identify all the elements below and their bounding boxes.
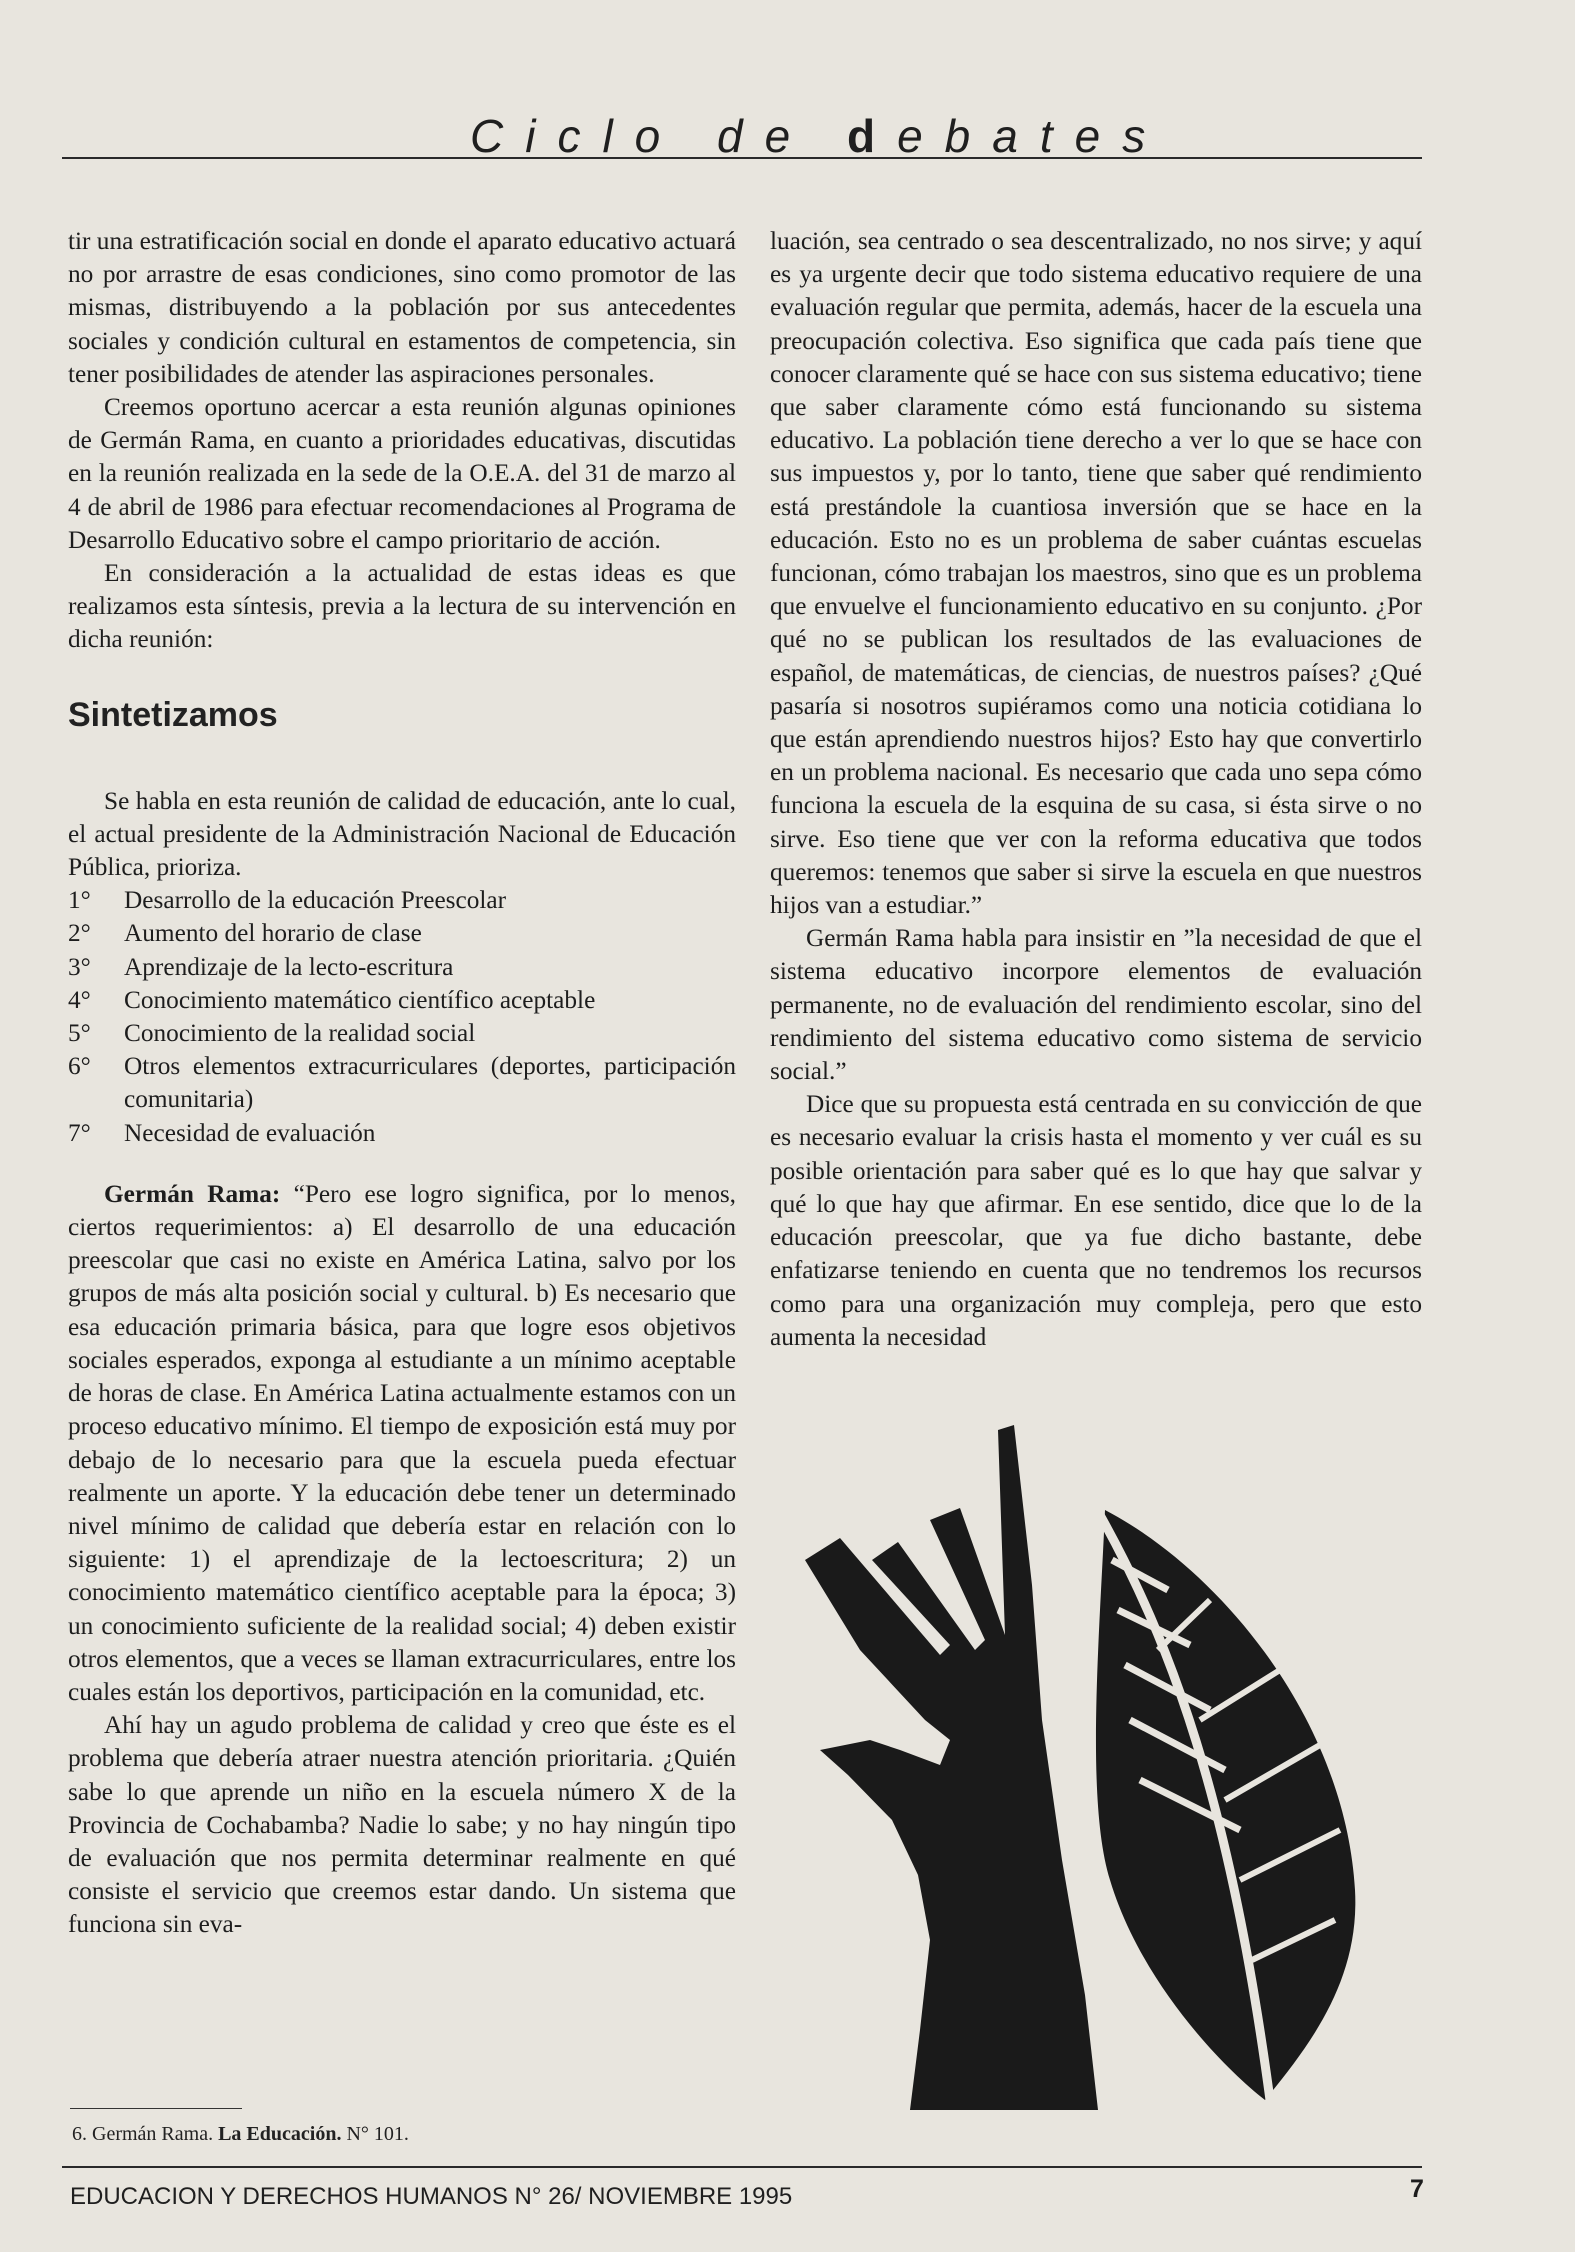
title-part-2: d	[846, 110, 898, 162]
section-title	[470, 109, 1167, 163]
list-text: Desarrollo de la educación Preescolar	[124, 886, 507, 915]
paragraph: luación, sea centrado o sea descentralizado, no nos sirve; y aquí es ya urgente decir que todo sistema educativo requiere de una evaluación regular que permita, además, hacer de la escuela una preocupación colectiva. Eso significa que cada país tiene que conocer claramente qué se hace con sus sistema educativo; tiene que saber claramente cómo está funcionando su sistema educativo. La población tiene derecho a ver lo que se hace con sus impuestos y, por lo tanto, tiene que saber qué rendimiento está prestándole la cuantiosa inversión que se hace en la educación. Esto no es un problema de saber cuántas escuelas funcionan, cómo trabajan los maestros, sino que es un problema que envuelve el funcionamiento educativo en su conjunto. ¿Por qué no se publican los resultados de las evaluaciones de español, de matemáticas, de ciencias, de nuestros países? ¿Qué pasaría si nosotros supiéramos como una noticia cotidiana lo que están aprendiendo nuestros hijos? Esto hay que convertirlo en un problema nacional. Es necesario que cada uno sepa cómo funciona la escuela de la esquina de su casa, si ésta sirve o no sirve. Eso tiene que ver con la reforma educativa que todos queremos: tenemos que saber si sirve la escuela en que nuestros hijos van a estudiar.”	[770, 227, 1422, 920]
footnote-divider	[70, 2108, 242, 2109]
list-text: Aumento del horario de clase	[124, 919, 422, 948]
paragraph: Se habla en esta reunión de calidad de educación, ante lo cual, el actual presidente de la Administración Nacional de Educación Pública, prioriza.	[68, 786, 736, 882]
paragraph: En consideración a la actualidad de estas ideas es que realizamos esta síntesis, previa a la lectura de su intervención en dicha reunión:	[68, 559, 736, 654]
footnote	[72, 2123, 409, 2146]
right-column	[770, 225, 1422, 1354]
list-number: 7°	[68, 1118, 91, 1147]
list-number: 6°	[68, 1052, 91, 1081]
list-text: Otros elementos extracurriculares (deportes, participación comunitaria)	[124, 1052, 736, 1114]
speaker-name: Germán Rama:	[104, 1179, 281, 1208]
footnote-prefix: 6. Germán Rama.	[72, 2123, 219, 2145]
list-text: Conocimiento matemático científico aceptable	[124, 985, 596, 1014]
list-number: 3°	[68, 952, 91, 981]
list-item	[68, 951, 736, 984]
list-item	[68, 917, 736, 950]
page-number: 7	[1410, 2175, 1424, 2203]
paragraph: Ahí hay un agudo problema de calidad y creo que éste es el problema que debería atraer nuestra atención prioritaria. ¿Quién sabe lo que aprende un niño en la escuela número X de la Provincia de Cochabamba? Nadie lo sabe; y no hay ningún tipo de evaluación que nos permita determinar realmente en qué consiste el servicio que creemos estar dando. Un sistema que funciona sin eva-	[68, 1711, 736, 1939]
paragraph: tir una estratificación social en donde el aparato educativo actuará no por arrastre de esas condiciones, sino como promotor de las mismas, distribuyendo a la población por sus antecedentes sociales y condición cultural en estamentos de competencia, sin tener posibilidades de atender las aspiraciones personales.	[68, 227, 736, 388]
hand-shape	[805, 1425, 1098, 2110]
footer-divider	[62, 2166, 1422, 2168]
list-number: 1°	[68, 886, 91, 915]
page-header	[62, 95, 1422, 162]
publication-footer: EDUCACION Y DERECHOS HUMANOS N° 26/ NOVIEMBRE 1995	[70, 2183, 793, 2210]
list-number: 2°	[68, 919, 91, 948]
list-number: 4°	[68, 985, 91, 1014]
list-item	[68, 884, 736, 917]
quote-paragraph	[68, 1178, 736, 1709]
paragraph: Creemos oportuno acercar a esta reunión algunas opiniones de Germán Rama, en cuanto a prioridades educativas, discutidas en la reunión realizada en la sede de la O.E.A. del 31 de marzo al 4 de abril de 1986 para efectuar recomendaciones al Programa de Desarrollo Educativo sobre el campo prioritario de acción.	[68, 393, 736, 554]
title-part-3: ebates	[897, 110, 1168, 162]
list-item	[68, 1017, 736, 1050]
list-text: Conocimiento de la realidad social	[124, 1019, 476, 1048]
paragraph: Dice que su propuesta está centrada en su convicción de que es necesario evaluar la crisis hasta el momento y ver cuál es su posible orientación para saber qué es lo que hay que salvar y qué lo que hay que afirmar. En ese sentido, dice que lo de la educación preescolar, que ya fue dicho bastante, debe enfatizarse teniendo en cuenta que no tendremos los recursos como para una organización muy compleja, pero que esto aumenta la necesidad	[770, 1090, 1422, 1351]
left-column	[68, 225, 736, 1942]
hand-leaf-illustration	[800, 1420, 1370, 2110]
quote-text: “Pero ese logro significa, por lo menos, ciertos requerimientos: a) El desarrollo de una educación preescolar que casi no existe en América Latina, salvo por los grupos de más alta posición social y cultural. b) Es necesario que esa educación primaria básica, para que logre esos objetivos sociales esperados, exponga al estudiante a un mínimo aceptable de horas de clase. En América Latina actualmente estamos con un proceso educativo mínimo. El tiempo de exposición está muy por debajo de lo necesario para que la escuela pueda efectuar realmente un aporte. Y la educación debe tener un determinado nivel mínimo de calidad que debería estar en relación con lo siguiente: 1) el aprendizaje de la lectoescritura; 2) un conocimiento matemático científico aceptable para la época; 3) un conocimiento suficiente de la realidad social; 4) deben existir otros elementos, que a veces se llaman extracurriculares, entre los cuales están los deportivos, participación en la comunidad, etc.	[68, 1179, 737, 1706]
list-number: 5°	[68, 1019, 91, 1048]
list-item	[68, 1050, 736, 1116]
paragraph: Germán Rama habla para insistir en ”la necesidad de que el sistema educativo incorpore elementos de evaluación permanente, no de evaluación del rendimiento escolar, sino del rendimiento del sistema educativo como sistema de servicio social.”	[770, 924, 1422, 1086]
footnote-work: La Educación.	[218, 2123, 342, 2145]
priority-list	[68, 884, 736, 1150]
list-text: Necesidad de evaluación	[124, 1118, 376, 1147]
list-text: Aprendizaje de la lecto-escritura	[124, 952, 454, 981]
list-item	[68, 984, 736, 1017]
title-part-1: Ciclo de	[470, 110, 847, 162]
footnote-suffix: N° 101.	[341, 2123, 409, 2145]
leaf-shape	[1096, 1510, 1355, 2100]
list-item	[68, 1117, 736, 1150]
section-heading: Sintetizamos	[68, 695, 278, 734]
